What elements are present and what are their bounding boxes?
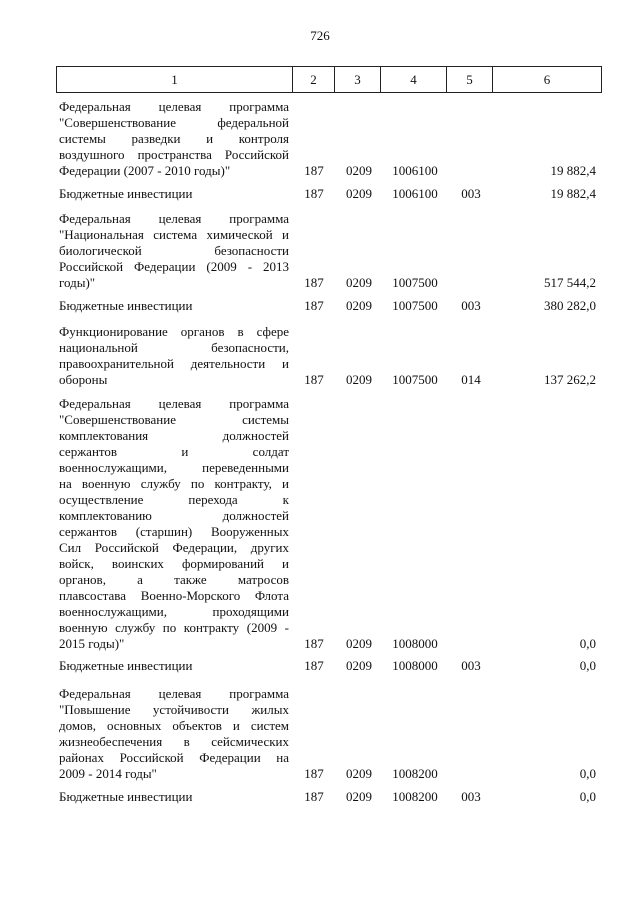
description-line: плавсостава Военно-Морского Флота [59, 588, 289, 603]
description-line: сержантов (старшин) Вооруженных [59, 524, 289, 539]
row-description [59, 99, 289, 179]
description-line: воздушного пространства Российской [59, 147, 289, 162]
row-cell-c3: 0209 [346, 298, 372, 313]
table-row [56, 686, 601, 782]
row-cell-c5: 003 [461, 298, 481, 313]
row-description [59, 324, 289, 388]
row-cell-c5: 003 [461, 658, 481, 673]
description-line: осуществление перехода к [59, 492, 289, 507]
description-line: комплектованию должностей [59, 508, 289, 523]
row-cell-c2: 187 [304, 275, 324, 290]
row-cell-c3: 0209 [346, 658, 372, 673]
description-line: правоохранительной деятельности и [59, 356, 289, 371]
description-line: домов, основных объектов и систем [59, 718, 289, 733]
row-description [59, 658, 289, 674]
description-line: органов, а также матросов [59, 572, 289, 587]
row-cell-c2: 187 [304, 163, 324, 178]
description-line: Бюджетные инвестиции [59, 789, 193, 804]
description-line: обороны [59, 372, 108, 387]
row-description [59, 298, 289, 314]
description-line: 2015 годы)" [59, 636, 125, 651]
description-line: Бюджетные инвестиции [59, 298, 193, 313]
description-line: Федеральная целевая программа [59, 686, 289, 701]
description-line: "Национальная система химической и [59, 227, 289, 242]
description-line: сержантов и солдат [59, 444, 289, 459]
description-line: Бюджетные инвестиции [59, 658, 193, 673]
description-line: на военную службу по контракту, и [59, 476, 289, 491]
description-line: "Совершенствование системы [59, 412, 289, 427]
row-cell-c2: 187 [304, 789, 324, 804]
row-cell-c4: 1006100 [392, 186, 438, 201]
row-cell-c2: 187 [304, 298, 324, 313]
row-description [59, 686, 289, 782]
description-line: Федеральная целевая программа [59, 396, 289, 411]
row-cell-c6: 19 882,4 [550, 186, 596, 201]
description-line: национальной безопасности, [59, 340, 289, 355]
description-line: системы разведки и контроля [59, 131, 289, 146]
row-description [59, 211, 289, 291]
description-line: годы)" [59, 275, 96, 290]
column-header-5: 5 [447, 67, 493, 93]
description-line: 2009 - 2014 годы" [59, 766, 157, 781]
row-cell-c5: 003 [461, 789, 481, 804]
description-line: военнослужащими, переведенными [59, 460, 289, 475]
description-line: Федеральная целевая программа [59, 211, 289, 226]
row-cell-c3: 0209 [346, 275, 372, 290]
row-description [59, 396, 289, 652]
row-cell-c4: 1008200 [392, 766, 438, 781]
description-line: военнослужащими, проходящими [59, 604, 289, 619]
description-line: военную службу по контракту (2009 - [59, 620, 289, 635]
description-line: биологической безопасности [59, 243, 289, 258]
row-cell-c4: 1007500 [392, 275, 438, 290]
row-cell-c3: 0209 [346, 636, 372, 651]
row-cell-c3: 0209 [346, 372, 372, 387]
row-description [59, 789, 289, 805]
row-cell-c4: 1006100 [392, 163, 438, 178]
column-header-6: 6 [493, 67, 602, 93]
row-cell-c6: 380 282,0 [544, 298, 596, 313]
row-cell-c6: 0,0 [579, 636, 596, 651]
column-header-4: 4 [381, 67, 447, 93]
row-cell-c4: 1008200 [392, 789, 438, 804]
column-header-3: 3 [335, 67, 381, 93]
table-row [56, 211, 601, 291]
description-line: Федерации (2007 - 2010 годы)" [59, 163, 231, 178]
table-row [56, 789, 601, 805]
row-cell-c2: 187 [304, 186, 324, 201]
row-cell-c4: 1007500 [392, 372, 438, 387]
description-line: комплектования должностей [59, 428, 289, 443]
description-line: Бюджетные инвестиции [59, 186, 193, 201]
row-cell-c6: 517 544,2 [544, 275, 596, 290]
row-cell-c3: 0209 [346, 789, 372, 804]
column-header-row [57, 67, 602, 93]
description-line: "Совершенствование федеральной [59, 115, 289, 130]
row-cell-c4: 1007500 [392, 298, 438, 313]
row-cell-c5: 014 [461, 372, 481, 387]
row-cell-c2: 187 [304, 766, 324, 781]
table-row [56, 324, 601, 388]
row-cell-c6: 0,0 [579, 766, 596, 781]
description-line: Федеральная целевая программа [59, 99, 289, 114]
row-cell-c2: 187 [304, 658, 324, 673]
column-header-1: 1 [57, 67, 293, 93]
row-cell-c3: 0209 [346, 163, 372, 178]
row-cell-c6: 19 882,4 [550, 163, 596, 178]
column-header-table [56, 66, 602, 93]
description-line: Сил Российской Федерации, других [59, 540, 289, 555]
row-cell-c3: 0209 [346, 766, 372, 781]
description-line: "Повышение устойчивости жилых [59, 702, 289, 717]
row-cell-c6: 0,0 [579, 658, 596, 673]
row-cell-c3: 0209 [346, 186, 372, 201]
description-line: районах Российской Федерации на [59, 750, 289, 765]
row-cell-c2: 187 [304, 372, 324, 387]
page-number: 726 [310, 28, 330, 43]
description-line: Российской Федерации (2009 - 2013 [59, 259, 289, 274]
row-cell-c6: 0,0 [579, 789, 596, 804]
row-description [59, 186, 289, 202]
description-line: Функционирование органов в сфере [59, 324, 289, 339]
table-row [56, 186, 601, 202]
description-line: войск, воинских формирований и [59, 556, 289, 571]
table-row [56, 658, 601, 674]
table-row [56, 298, 601, 314]
row-cell-c5: 003 [461, 186, 481, 201]
row-cell-c4: 1008000 [392, 658, 438, 673]
table-row [56, 99, 601, 179]
row-cell-c4: 1008000 [392, 636, 438, 651]
description-line: жизнеобеспечения в сейсмических [59, 734, 289, 749]
table-row [56, 396, 601, 652]
row-cell-c6: 137 262,2 [544, 372, 596, 387]
column-header-2: 2 [293, 67, 335, 93]
row-cell-c2: 187 [304, 636, 324, 651]
